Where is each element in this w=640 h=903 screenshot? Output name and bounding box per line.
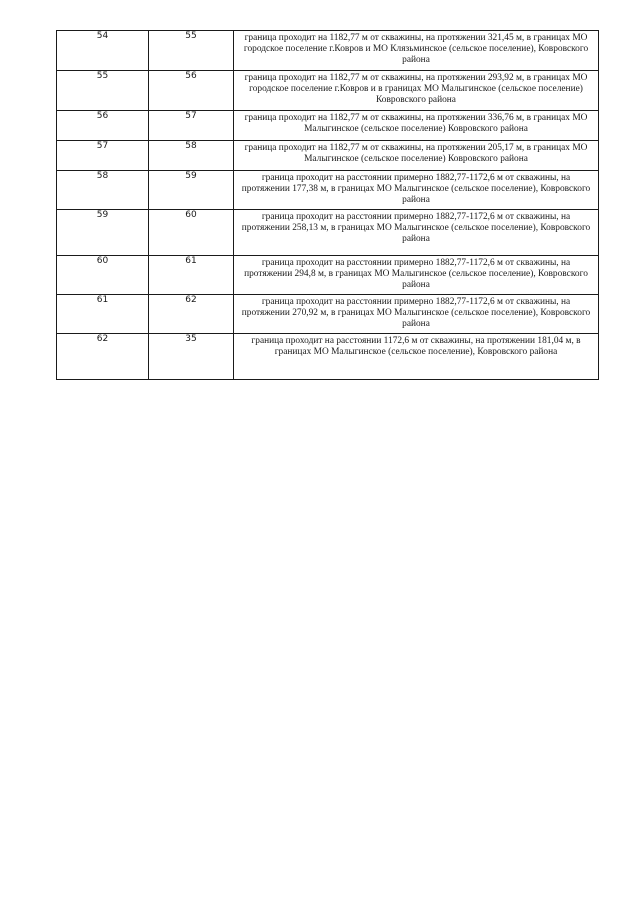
table-row — [57, 171, 599, 210]
from-point-cell: 55 — [57, 71, 149, 111]
description-cell: граница проходит на 1182,77 м от скважины, на протяжении 293,92 м, в границах МО городское поселение г.Ковров и в границах МО Малыгинское (сельское поселение) Ковровского района — [234, 71, 599, 111]
from-point-cell: 56 — [57, 111, 149, 141]
description-cell: граница проходит на 1182,77 м от скважины, на протяжении 336,76 м, в границах МО Малыгинское (сельское поселение) Ковровского района — [234, 111, 599, 141]
table-row — [57, 295, 599, 334]
description-cell: граница проходит на 1182,77 м от скважины, на протяжении 321,45 м, в границах МО городское поселение г.Ковров и МО Клязьминское (сельское поселение), Ковровского района — [234, 31, 599, 71]
from-point-cell: 54 — [57, 31, 149, 71]
to-point-cell: 55 — [149, 31, 234, 71]
from-point-cell: 60 — [57, 256, 149, 295]
table-row — [57, 31, 599, 71]
to-point-cell: 60 — [149, 210, 234, 256]
to-point-cell: 56 — [149, 71, 234, 111]
table-row — [57, 111, 599, 141]
to-point-cell: 35 — [149, 334, 234, 380]
from-point-cell: 61 — [57, 295, 149, 334]
boundary-table — [56, 30, 599, 380]
description-cell: граница проходит на 1182,77 м от скважины, на протяжении 205,17 м, в границах МО Малыгинское (сельское поселение) Ковровского района — [234, 141, 599, 171]
description-cell: граница проходит на расстоянии примерно 1882,77-1172,6 м от скважины, на протяжении 270,92 м, в границах МО Малыгинское (сельское поселение), Ковровского района — [234, 295, 599, 334]
table-row — [57, 141, 599, 171]
to-point-cell: 57 — [149, 111, 234, 141]
to-point-cell: 62 — [149, 295, 234, 334]
table-row — [57, 210, 599, 256]
table-row — [57, 256, 599, 295]
description-cell: граница проходит на расстоянии примерно 1882,77-1172,6 м от скважины, на протяжении 294,8 м, в границах МО Малыгинское (сельское поселение), Ковровского района — [234, 256, 599, 295]
from-point-cell: 62 — [57, 334, 149, 380]
from-point-cell: 59 — [57, 210, 149, 256]
table-row — [57, 71, 599, 111]
to-point-cell: 58 — [149, 141, 234, 171]
from-point-cell: 58 — [57, 171, 149, 210]
to-point-cell: 59 — [149, 171, 234, 210]
from-point-cell: 57 — [57, 141, 149, 171]
to-point-cell: 61 — [149, 256, 234, 295]
description-cell: граница проходит на расстоянии примерно 1882,77-1172,6 м от скважины, на протяжении 177,38 м, в границах МО Малыгинское (сельское поселение), Ковровского района — [234, 171, 599, 210]
description-cell: граница проходит на расстоянии 1172,6 м от скважины, на протяжении 181,04 м, в границах МО Малыгинское (сельское поселение), Ковровского района — [234, 334, 599, 380]
description-cell: граница проходит на расстоянии примерно 1882,77-1172,6 м от скважины, на протяжении 258,13 м, в границах МО Малыгинское (сельское поселение), Ковровского района — [234, 210, 599, 256]
table-row — [57, 334, 599, 380]
